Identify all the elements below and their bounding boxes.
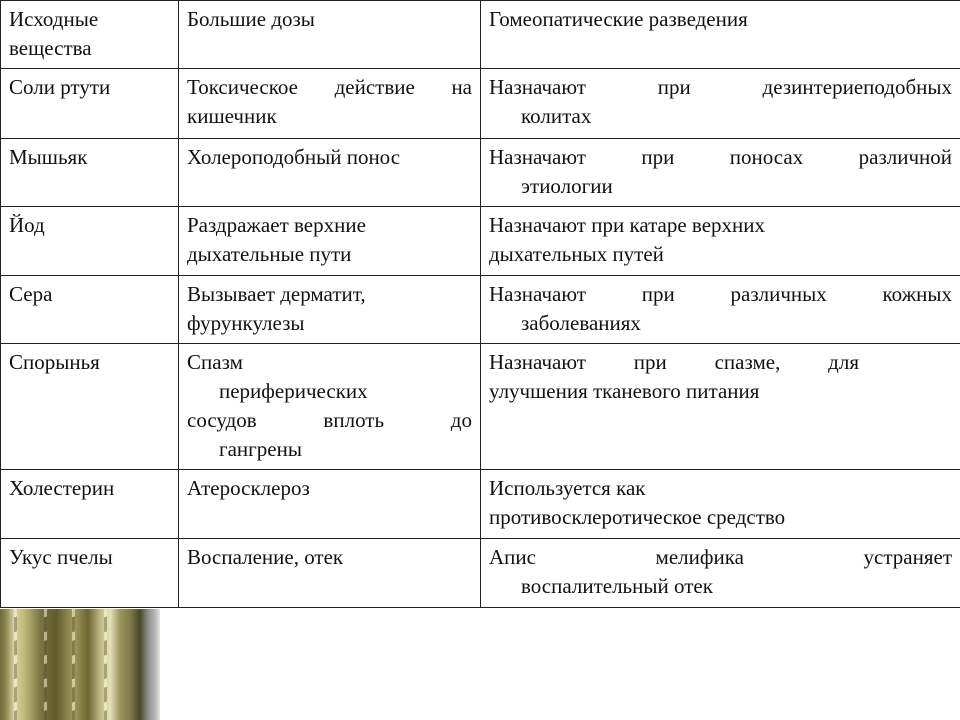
large-dose-line: Спазм (187, 350, 243, 374)
homeopathic-line: Назначают при спазме, для (489, 350, 859, 374)
table-row (1, 344, 960, 470)
substance-name: Мышьяк (9, 145, 88, 169)
large-dose-line: дыхательные пути (187, 242, 352, 266)
header-cell-large-doses (179, 1, 481, 69)
large-dose-line: периферических (219, 379, 368, 403)
table-row (1, 207, 960, 276)
large-dose-line: Раздражает верхние (187, 213, 366, 237)
substance-cell (1, 344, 179, 470)
substance-cell (1, 207, 179, 276)
homeopathic-cell (481, 470, 960, 539)
large-dose-line: кишечник (187, 104, 277, 128)
header-large-doses-label: Большие дозы (187, 7, 315, 31)
homeopathic-line: Назначают при поносах различной (489, 145, 952, 169)
substance-name: Соли ртути (9, 75, 111, 99)
homeopathic-line: Используется как (489, 476, 646, 500)
large-dose-line: Вызывает дерматит, (187, 282, 366, 306)
large-dose-cell (179, 344, 481, 470)
large-dose-line: Холероподобный понос (187, 145, 401, 169)
substance-cell (1, 276, 179, 344)
large-dose-line: сосудов вплоть до (187, 408, 472, 432)
large-dose-cell (179, 276, 481, 344)
homeopathic-line: дыхательных путей (489, 242, 664, 266)
homeopathic-cell (481, 207, 960, 276)
substance-name: Спорынья (9, 350, 100, 374)
table-header-row (1, 1, 960, 69)
table-row (1, 139, 960, 207)
substance-cell (1, 470, 179, 539)
homeopathic-line: заболеваниях (521, 311, 641, 335)
header-cell-homeopathic (481, 1, 960, 69)
large-dose-line: Атеросклероз (187, 476, 310, 500)
large-dose-cell (179, 139, 481, 207)
large-dose-cell (179, 470, 481, 539)
header-cell-substances (1, 1, 179, 69)
homeopathic-line: Назначают при различных кожных (489, 282, 952, 306)
table-row (1, 276, 960, 344)
large-dose-line: Токсическое действие на (187, 75, 472, 99)
gold-pillar-decoration (0, 609, 160, 720)
table-row (1, 539, 960, 608)
homeopathic-line: этиологии (521, 174, 613, 198)
large-dose-cell (179, 207, 481, 276)
substance-name: Укус пчелы (9, 545, 113, 569)
substance-cell (1, 139, 179, 207)
large-dose-cell (179, 69, 481, 139)
substance-cell (1, 69, 179, 139)
substance-name: Холестерин (9, 476, 115, 500)
table-row (1, 470, 960, 539)
substance-name: Йод (9, 213, 45, 237)
large-dose-line: гангрены (219, 437, 302, 461)
homeopathic-line: Назначают при катаре верхних (489, 213, 766, 237)
table-row (1, 69, 960, 139)
homeopathic-cell (481, 69, 960, 139)
homeopathic-cell (481, 139, 960, 207)
homeopathic-line: Назначают при дезинтериеподобных (489, 75, 952, 99)
homeopathic-line: Апис мелифика устраняет (489, 545, 952, 569)
large-dose-line: Воспаление, отек (187, 545, 344, 569)
homeopathic-line: воспалительный отек (521, 574, 713, 598)
homeopathic-cell (481, 344, 960, 470)
homeopathic-cell (481, 539, 960, 608)
homeopathic-line: колитах (521, 104, 592, 128)
large-dose-cell (179, 539, 481, 608)
homeopathic-line: противосклеротическое средство (489, 505, 786, 529)
homeopathic-line: улучшения тканевого питания (489, 379, 760, 403)
header-substances-label: Исходные вещества (9, 7, 99, 60)
substance-name: Сера (9, 282, 53, 306)
header-homeopathic-label: Гомеопатические разведения (489, 7, 748, 31)
homeopathic-cell (481, 276, 960, 344)
substance-cell (1, 539, 179, 608)
large-dose-line: фурункулезы (187, 311, 305, 335)
